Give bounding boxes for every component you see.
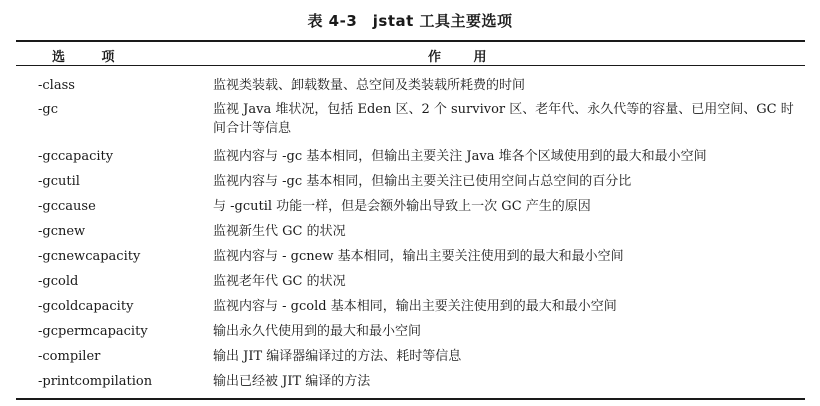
description-cell: 监视内容与 -gc 基本相同，但输出主要关注 Java 堆各个区域使用到的最大和最小空间 <box>213 149 707 164</box>
option-cell: -compiler <box>38 349 101 364</box>
option-cell: -printcompilation <box>38 374 153 389</box>
header-rule <box>16 65 805 66</box>
description-cell: 监视新生代 GC 的状况 <box>213 224 346 239</box>
table-caption: 表 4-3 jstat 工具主要选项 <box>307 12 513 30</box>
option-cell: -gcpermcapacity <box>38 324 148 339</box>
option-cell: -gcutil <box>38 174 80 189</box>
header-option: 选 项 <box>52 50 115 65</box>
description-cell: 监视 Java 堆状况，包括 Eden 区、2 个 survivor 区、老年代、永久代等的容量、已用空间、GC 时间合计等信息 <box>213 102 794 136</box>
description-cell: 输出 JIT 编译器编译过的方法、耗时等信息 <box>213 349 462 364</box>
header-description: 作 用 <box>428 50 487 65</box>
description-cell: 与 -gcutil 功能一样，但是会额外输出导致上一次 GC 产生的原因 <box>213 199 591 214</box>
option-cell: -gccapacity <box>38 149 114 164</box>
bottom-rule <box>16 398 805 400</box>
description-cell: 输出永久代使用到的最大和最小空间 <box>213 324 422 339</box>
description-cell: 监视类装载、卸载数量、总空间及类装载所耗费的时间 <box>213 78 526 93</box>
table-header <box>16 42 805 65</box>
description-cell: 监视内容与 -gc 基本相同，但输出主要关注已使用空间占总空间的百分比 <box>213 174 632 189</box>
option-cell: -gcold <box>38 274 79 289</box>
option-cell: -gcnew <box>38 224 86 239</box>
description-cell: 监视内容与 - gcold 基本相同，输出主要关注使用到的最大和最小空间 <box>213 299 617 314</box>
description-cell: 输出已经被 JIT 编译的方法 <box>213 374 371 389</box>
option-cell: -gccause <box>38 199 96 214</box>
description-cell: 监视内容与 - gcnew 基本相同，输出主要关注使用到的最大和最小空间 <box>213 249 624 264</box>
option-cell: -gcnewcapacity <box>38 249 141 264</box>
option-cell: -gcoldcapacity <box>38 299 134 314</box>
option-cell: -gc <box>38 102 58 117</box>
option-cell: -class <box>38 78 75 93</box>
description-cell: 监视老年代 GC 的状况 <box>213 274 346 289</box>
